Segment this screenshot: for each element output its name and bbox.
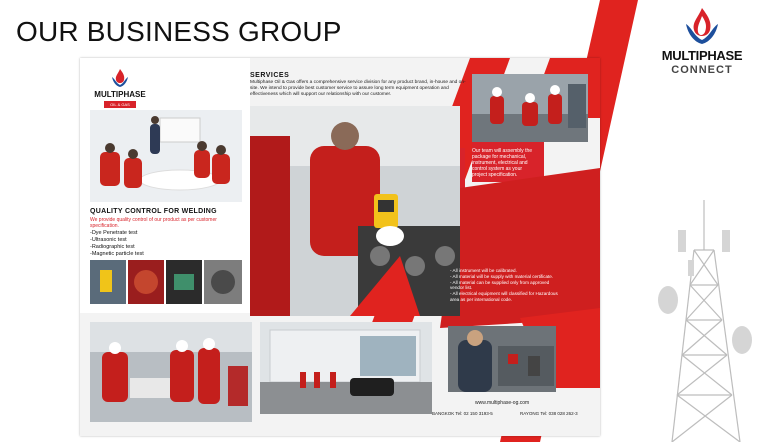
technician-illustration [448,326,556,392]
qc-item: -Dye Penetrate test [90,230,138,236]
brochure-flame-icon [110,68,130,88]
technician-photo [448,326,556,392]
brochure-image [80,58,600,436]
workshop-illustration [90,322,252,422]
qc-description: We provide quality control of our product as per customer specification. [90,217,217,229]
instrument-item: - All material can be supplied only from approved vendor list. [450,279,550,291]
meeting-illustration [90,110,242,202]
qc-photos-illustration [90,260,242,304]
workshop-photo [90,322,252,422]
flame-logo-icon [682,6,722,46]
instrument-item: - All material will be supply with material certificate. [450,273,554,279]
services-description: Multiphase Oil & Gas offers a comprehensive service division for any product brand, in-house and on-site. We intend to provide best customer service to assure long term equipment operation and effectiveness which will support our relationship with our customer. [250,80,466,97]
qc-photo-strip [90,260,242,304]
qc-title: QUALITY CONTROL FOR WELDING [90,208,217,215]
worker-gauge-photo [250,106,460,316]
qc-item: -Radiographic test [90,244,135,250]
instrument-item: - All electrical equipment will classified for Hazardous area as per international code. [450,291,558,302]
brochure-left-column [80,58,250,313]
qc-item: -Magnetic particle test [90,251,144,257]
team-description: Our team will assembly the package for mechanical, instrument, electrical and control system as your project specification. [472,148,533,178]
qc-item: -Ultrasonic test [90,237,127,243]
meeting-room-photo [90,110,242,202]
company-logo [648,4,756,80]
telecom-tower-icon [648,190,760,442]
team-illustration [472,74,588,142]
brochure-logo-sub: OIL & GAS [104,101,136,108]
bangkok-phone: BANGKOK Tel: 02 150 3193-5 [432,411,493,416]
rayong-phone: RAYONG Tel: 038 028 262-3 [520,411,578,416]
instrument-list [450,268,562,303]
instrument-item: - All instrument will be calibrated. [450,268,517,273]
building-photo [260,322,432,414]
qc-test-list [90,230,144,258]
brochure-logo-name: MULTIPHASE [94,90,146,99]
team-assembly-photo [472,74,588,142]
services-title: SERVICES [250,72,290,79]
website-url: www.multiphase-og.com [475,400,530,406]
worker-illustration [250,106,460,316]
logo-brand-name: MULTIPHASE [661,48,743,63]
logo-brand-sub: CONNECT [671,64,733,76]
building-illustration [260,322,432,414]
slide-title: OUR BUSINESS GROUP [16,16,342,47]
